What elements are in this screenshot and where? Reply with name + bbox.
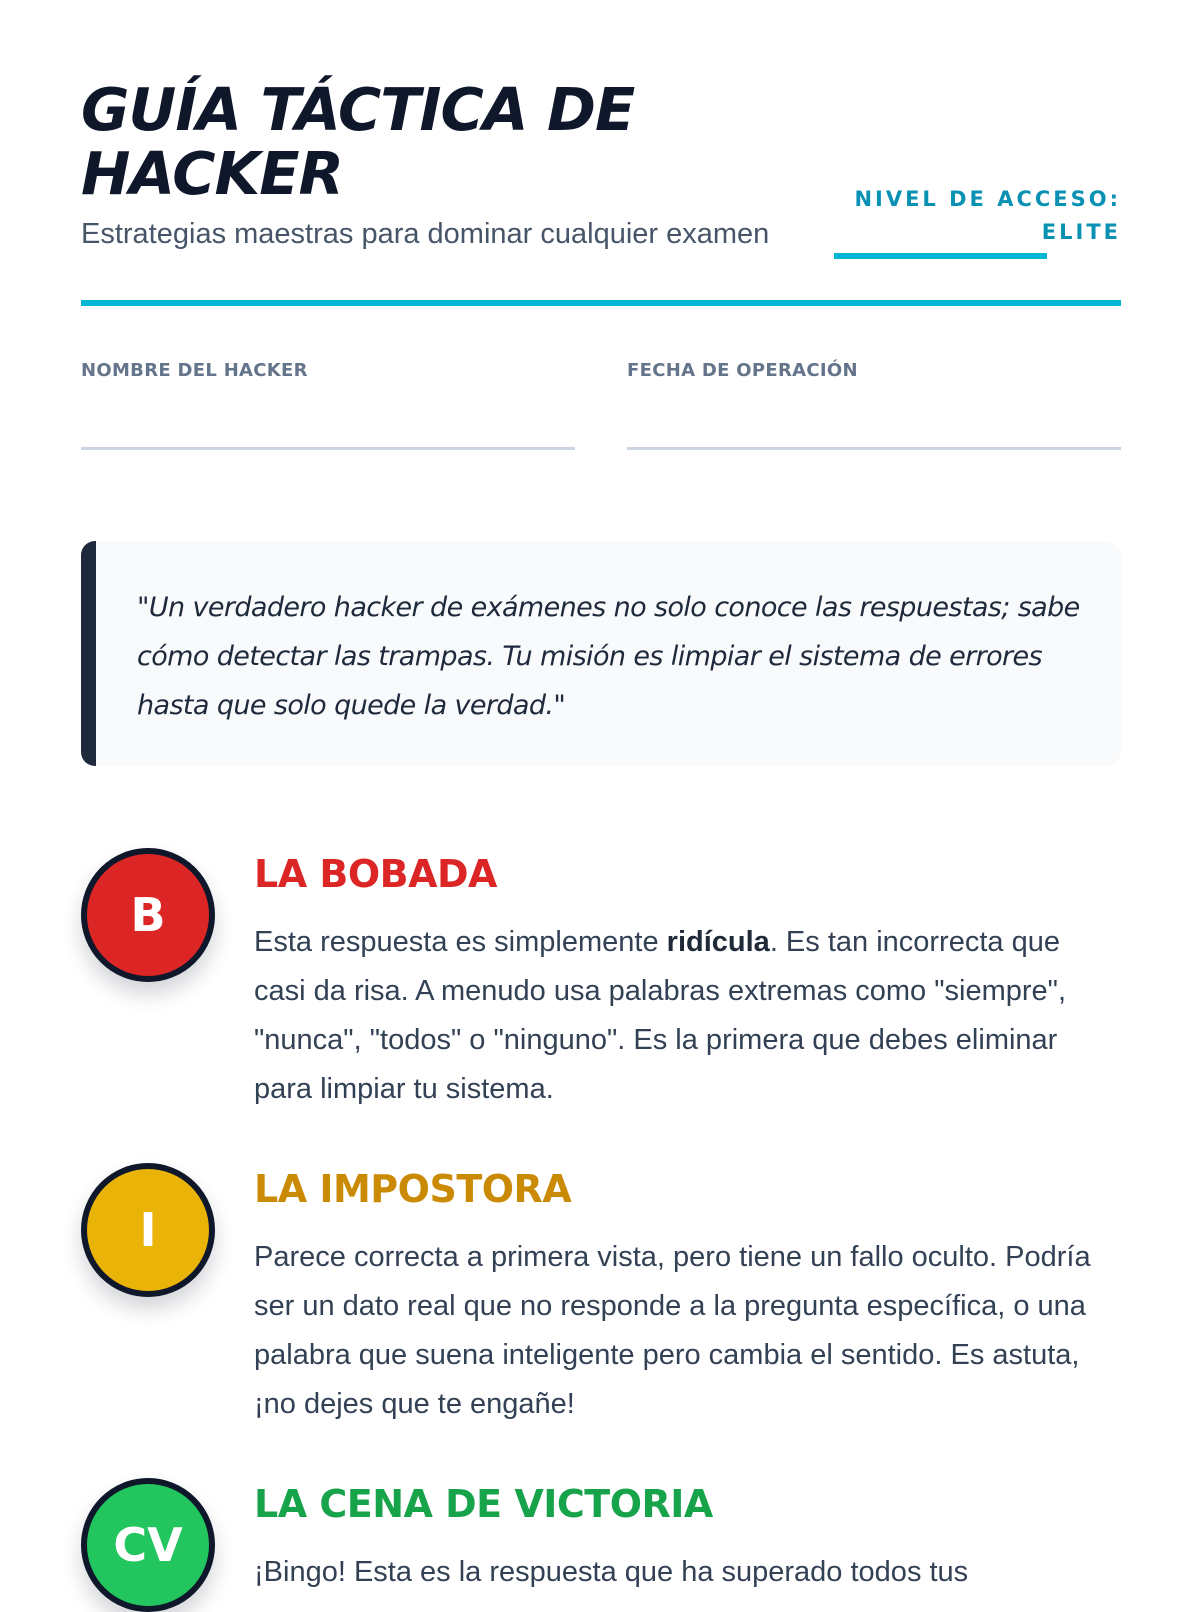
access-level	[841, 183, 1121, 249]
item-description: Parece correcta a primera vista, pero tiene un fallo oculto. Podría ser un dato real que no responde a la pregunta específica, o una palabra que suena inteligente pero cambia el sentido. Es astuta, ¡no dejes que te engañe!	[254, 1241, 1091, 1420]
title-line-2: HACKER	[81, 139, 343, 208]
page-subtitle: Estrategias maestras para dominar cualquier examen	[81, 218, 770, 250]
page-title	[81, 75, 841, 208]
item-description-start: Esta respuesta es simplemente	[254, 926, 667, 958]
access-level-label: NIVEL DE ACCESO:	[854, 187, 1121, 211]
item-description	[254, 918, 1114, 1114]
operation-date-field	[627, 360, 1121, 450]
access-level-value: ELITE	[1041, 220, 1121, 244]
quote-text: "Un verdadero hacker de exámenes no solo conoce las respuestas; sabe cómo detectar las trampas. Tu misión es limpiar el sistema de errores hasta que solo quede la verdad."	[137, 592, 1080, 721]
item-title: LA BOBADA	[254, 852, 497, 896]
hacker-name-label: NOMBRE DEL HACKER	[81, 360, 308, 381]
badge-b: B	[81, 848, 215, 982]
hacker-name-field	[81, 360, 575, 450]
badge-cv: CV	[81, 1478, 215, 1612]
operation-date-label: FECHA DE OPERACIÓN	[627, 360, 858, 381]
item-description: ¡Bingo! Esta es la respuesta que ha superado todos tus	[254, 1556, 969, 1588]
item-description-emphasis: ridícula	[666, 926, 770, 958]
item-description-end: . Es tan incorrecta que casi da risa. A menudo usa palabras extremas como "siempre", "nunca", "todos" o "ninguno". Es la primera que debes eliminar para limpiar tu sistema.	[254, 926, 1067, 1105]
subtitle-underline	[834, 253, 1047, 259]
header-divider	[81, 300, 1121, 306]
item-title: LA CENA DE VICTORIA	[254, 1482, 713, 1526]
title-line-1: GUÍA TÁCTICA DE	[81, 75, 635, 144]
item-title: LA IMPOSTORA	[254, 1167, 572, 1211]
tactical-guide-page	[81, 0, 1121, 1600]
hacker-name-line[interactable]	[81, 447, 575, 450]
badge-i: I	[81, 1163, 215, 1297]
operation-date-line[interactable]	[627, 447, 1121, 450]
quote-box	[81, 541, 1121, 766]
